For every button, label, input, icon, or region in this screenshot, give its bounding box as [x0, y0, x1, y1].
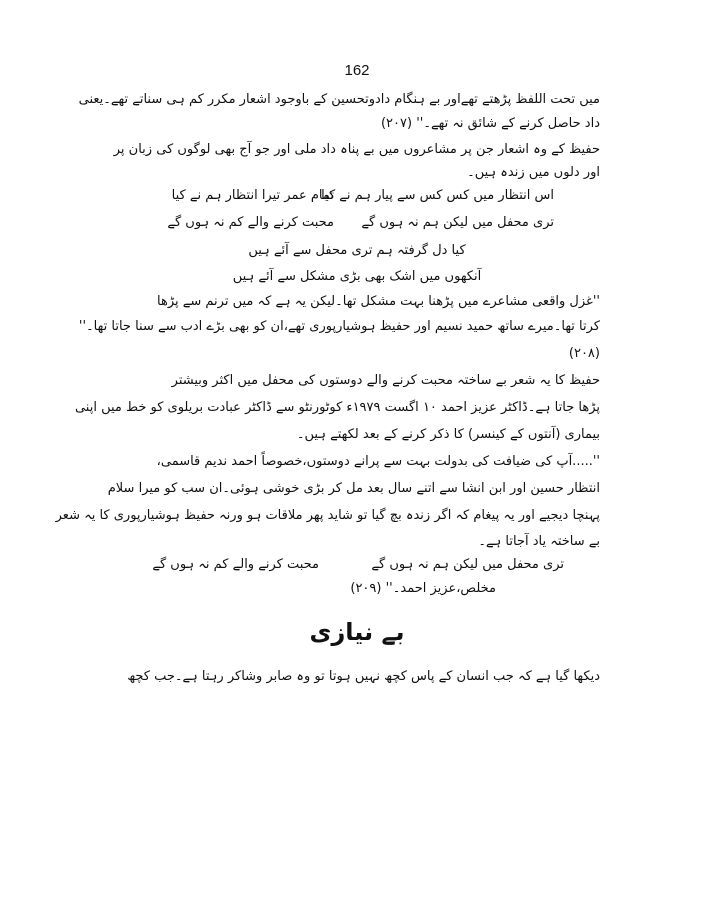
letter-line: پہنچا دیجیے اور یہ پیغام کہ اگر زندہ بچ گیا تو شاید پھر ملاقات ہو ورنہ حفیظ ہوشیارپوری کا یہ شعر — [55, 508, 600, 523]
citation: (۲۰۸) — [568, 346, 600, 361]
centered-verse: کیا دل گرفتہ ہم تری محفل سے آئے ہیں — [248, 243, 466, 258]
verse-left: اس انتظار میں کس کس سے پیار ہم نے کیا — [321, 188, 554, 203]
letter-line: انتظار حسین اور ابن انشا سے اتنے سال بعد مل کر بڑی خوشی ہوئی۔ان سب کو میرا سلام — [107, 481, 600, 496]
quote-line: ''غزل واقعی مشاعرے میں پڑھنا بہت مشکل تھا۔لیکن یہ ہے کہ میں ترنم سے پڑھا — [157, 294, 600, 309]
centered-verse: آنکھوں میں اشک بھی بڑی مشکل سے آئے ہیں — [232, 269, 482, 284]
body-line: بیماری (آنتوں کے کینسر) کا ذکر کرنے کے بعد لکھتے ہیں۔ — [296, 427, 600, 442]
body-line: پڑھا جاتا ہے۔ڈاکٹر عزیز احمد ۱۰ اگست ۱۹۷۹ء کوٹورنٹو سے ڈاکٹر عبادت بریلوی کو خط میں اپنی — [74, 400, 600, 415]
signature: مخلص،عزیز احمد۔'' (۲۰۹) — [350, 581, 496, 596]
closing-line: دیکھا گیا ہے کہ جب انسان کے پاس کچھ نہیں ہوتا تو وہ صابر وشاکر رہتا ہے۔جب کچھ — [127, 669, 600, 684]
quote-line: کرتا تھا۔میرے ساتھ حمید نسیم اور حفیظ ہوشیارپوری تھے،ان کو بھی بڑے ادب سے سنا جاتا تھا۔'' — [78, 319, 600, 334]
body-line: میں تحت اللفظ پڑھتے تھےاور بے ہنگام دادوتحسین کے باوجود اشعار مکرر کم ہی سناتے تھے۔یعنی — [78, 92, 600, 107]
letter-line: بے ساختہ یاد آجاتا ہے۔ — [478, 534, 600, 549]
body-line: داد حاصل کرنے کے شائق نہ تھے۔'' (۲۰۷) — [380, 116, 600, 131]
section-heading: بے نیازی — [309, 618, 405, 646]
body-line: حفیظ کے وہ اشعار جن پر مشاعروں میں بے پناہ داد ملی اور جو آج بھی لوگوں کی زبان پر — [113, 142, 600, 157]
body-line: حفیظ کا یہ شعر بے ساختہ محبت کرنے والے دوستوں کی محفل میں اکثر وبیشتر — [171, 373, 600, 388]
verse-right: تمام عمر تیرا انتظار ہم نے کیا — [171, 188, 334, 203]
page-number: 162 — [344, 62, 370, 79]
letter-line: ''.....آپ کی ضیافت کی بدولت بہت سے پرانے دوستوں،خصوصاً احمد ندیم قاسمی، — [156, 454, 600, 469]
verse-right: محبت کرنے والے کم نہ ہوں گے — [152, 557, 319, 572]
verse-right: محبت کرنے والے کم نہ ہوں گے — [167, 215, 334, 230]
verse-left: تری محفل میں لیکن ہم نہ ہوں گے — [361, 215, 554, 230]
verse-left: تری محفل میں لیکن ہم نہ ہوں گے — [371, 557, 564, 572]
body-line: اور دلوں میں زندہ ہیں۔ — [467, 165, 600, 180]
